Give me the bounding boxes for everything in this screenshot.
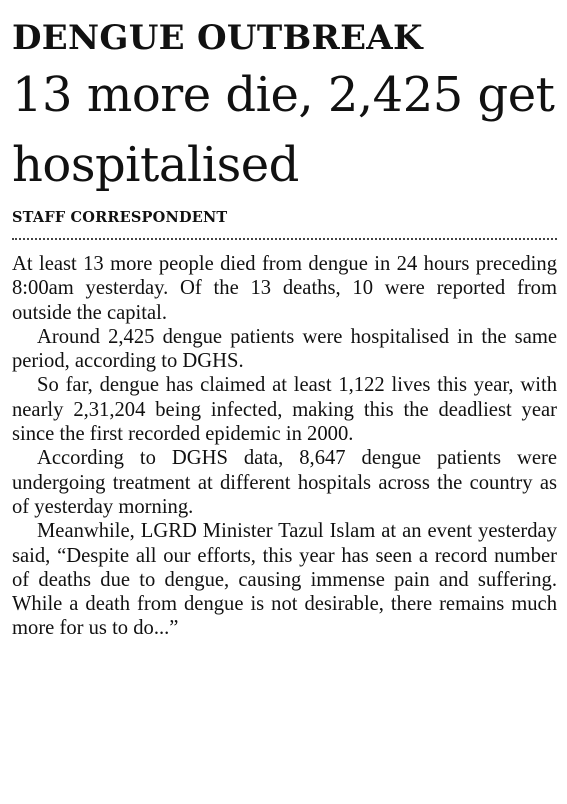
headline: 13 more die, 2,425 get hospitalised [12, 67, 555, 193]
paragraph: Meanwhile, LGRD Minister Tazul Islam at an event yesterday said, “Despite all our efforts, this year has seen a record number of deaths due to dengue, causing immense pain and suffering. While a death from dengue is not desirable, there remains much more for us to do...” [12, 520, 557, 640]
byline: STAFF CORRESPONDENT [12, 209, 228, 226]
section-kicker: DENGUE OUTBREAK [12, 18, 423, 58]
article-body [12, 252, 557, 641]
paragraph: So far, dengue has claimed at least 1,122 lives this year, with nearly 2,31,204 being infected, making this the deadliest year since the first recorded epidemic in 2000. [12, 374, 557, 446]
dotted-divider [12, 238, 557, 240]
paragraph: According to DGHS data, 8,647 dengue patients were undergoing treatment at different hospitals across the country as of yesterday morning. [12, 447, 557, 518]
paragraph: Around 2,425 dengue patients were hospitalised in the same period, according to DGHS. [12, 325, 557, 373]
paragraph: At least 13 more people died from dengue in 24 hours preceding 8:00am yesterday. Of the 13 deaths, 10 were reported from outside the capital. [12, 253, 557, 324]
news-article [12, 18, 557, 641]
